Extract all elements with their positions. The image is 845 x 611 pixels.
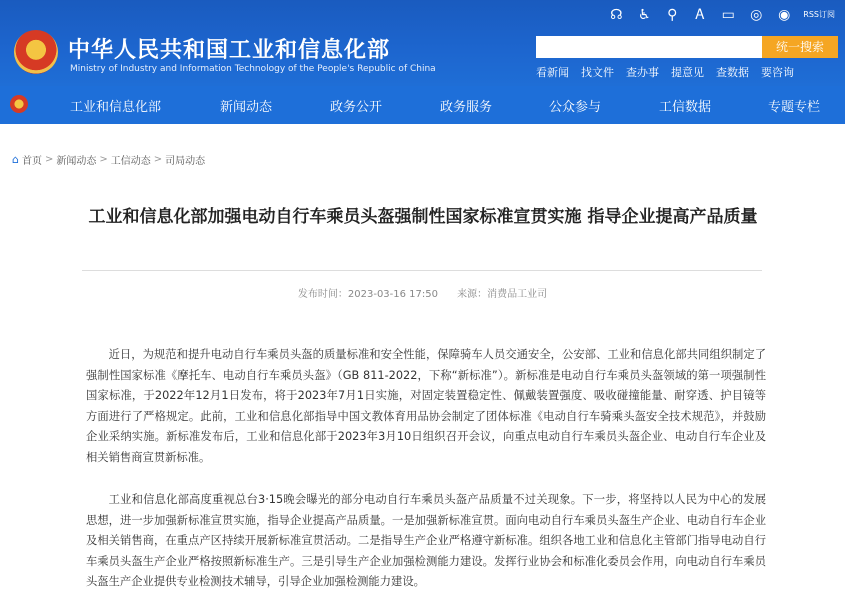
text-size-icon[interactable]: Ꭺ [695, 7, 705, 23]
ministry-name-en: Ministry of Industry and Information Technology of the People's Republic of China [70, 64, 436, 74]
article-title: 工业和信息化部加强电动自行车乘员头盔强制性国家标准宣贯实施 指导企业提高产品质量 [88, 207, 758, 227]
nav-item-gov-open[interactable]: 政务公开 [330, 100, 383, 115]
breadcrumb-home[interactable]: 首页 [21, 156, 42, 167]
article-paragraph: 工业和信息化部高度重视总台3·15晚会曝光的部分电动自行车乘员头盔产品质量不过关现象。下一步，将坚持以人民为中心的发展思想，进一步加强新标准宣贯实施，指导企业提高产品质量。一是加强新标准宣贯。面向电动自行车乘员头盔生产企业、电动自行车企业及相关销售商，在重点产区持续开展新标准宣贯活动。二是指导生产企业严格遵守新标准。组织各地工业和信息化主管部门指导电动自行车乘员头盔生产企业严格按照新标准生产。三是引导生产企业加强检测能力建设。发挥行业协会和标准化委员会作用，向电动自行车乘员头盔生产企业提供专业检测技术辅导，引导企业加强检测能力建设。 [86, 493, 766, 588]
national-emblem-icon [14, 30, 58, 74]
breadcrumb-separator: > [44, 154, 54, 165]
search-button[interactable]: 统一搜索 [762, 36, 838, 58]
article-meta [0, 285, 845, 300]
source-label: 来源： [457, 289, 488, 300]
accessibility-icon[interactable]: ♿ [638, 7, 651, 23]
quick-links [536, 64, 794, 80]
quick-link-data[interactable]: 查数据 [716, 66, 749, 79]
quick-link-services[interactable]: 查办事 [626, 66, 659, 79]
weibo-icon[interactable]: ◉ [778, 7, 791, 23]
quick-link-news[interactable]: 看新闻 [536, 66, 569, 79]
main-nav [0, 86, 845, 124]
breadcrumb-separator: > [99, 154, 108, 165]
breadcrumb-separator: > [153, 154, 163, 165]
elder-icon[interactable]: ⚲ [667, 7, 678, 23]
breadcrumb-work-news[interactable]: 工信动态 [110, 156, 151, 167]
title-divider [82, 270, 762, 271]
search-input[interactable] [536, 36, 762, 58]
breadcrumb-bureau-news[interactable]: 司局动态 [165, 156, 206, 167]
publish-time: 2023-03-16 17:50 [347, 289, 439, 300]
breadcrumb-news[interactable]: 新闻动态 [56, 156, 97, 167]
nav-item-news[interactable]: 新闻动态 [220, 100, 273, 115]
rss-link[interactable]: RSS订阅 [803, 10, 835, 19]
quick-link-feedback[interactable]: 提意见 [671, 66, 704, 79]
nav-item-gov-service[interactable]: 政务服务 [440, 100, 493, 115]
site-header [0, 0, 845, 86]
source-value: 消费品工业司 [487, 289, 548, 300]
home-icon: ⌂ [12, 153, 19, 166]
accessibility-toolbar [607, 7, 835, 23]
screen-icon[interactable]: ▭ [721, 7, 735, 23]
hearing-icon[interactable]: ☊ [610, 7, 623, 23]
reader-icon[interactable]: ◎ [750, 7, 763, 23]
nav-item-participation[interactable]: 公众参与 [549, 100, 602, 115]
publish-time-label: 发布时间： [297, 289, 348, 300]
quick-link-consult[interactable]: 要咨询 [761, 66, 794, 79]
nav-item-ministry[interactable]: 工业和信息化部 [70, 100, 162, 115]
ministry-name-cn: 中华人民共和国工业和信息化部 [68, 38, 391, 63]
quick-link-files[interactable]: 找文件 [581, 66, 614, 79]
nav-item-topics[interactable]: 专题专栏 [768, 100, 821, 115]
nav-emblem-icon [10, 95, 28, 113]
breadcrumb [12, 152, 205, 167]
nav-item-data[interactable]: 工信数据 [659, 100, 712, 115]
article-paragraph: 近日，为规范和提升电动自行车乘员头盔的质量标准和安全性能，保障骑车人员交通安全，公安部、工业和信息化部共同组织制定了强制性国家标准《摩托车、电动自行车乘员头盔》（GB 811-2022，下称“新标准”）。新标准是电动自行车乘员头盔领域的第一项强制性国家标准，于2022年12月1日发布，将于2023年7月1日实施，对固定装置稳定性、佩戴装置强度、吸收碰撞能量、耐穿透、护目镜等方面进行了严格规定。此前，工业和信息化部指导中国文教体育用品协会制定了团体标准《电动自行车骑乘头盔安全技术规范》，并鼓励企业采纳实施。新标准发布后，工业和信息化部于2023年3月10日组织召开会议，向重点电动自行车乘员头盔企业、电动自行车企业及相关销售商宣贯新标准。 [86, 348, 766, 464]
